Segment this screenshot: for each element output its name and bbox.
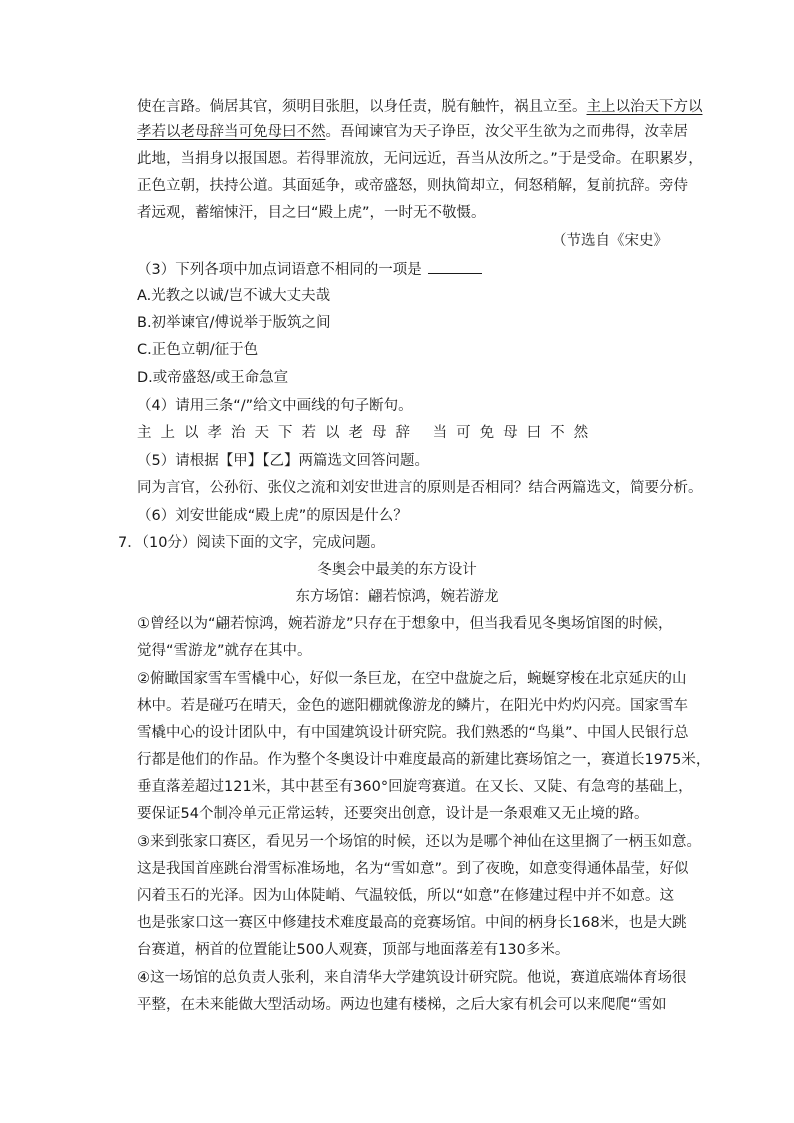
passage-text: 使在言路。倘居其官，须明目张胆，以身任责，脱有触忤，祸且立至。 [137,99,587,115]
paragraph-2-line-6: 要保证54个制冷单元正常运转，还要突出创意，设计是一条艰难又无止境的路。 [137,806,649,822]
paragraph-3-line-2: 这是我国首座跳台滑雪标准场地，名为“雪如意”。到了夜晚，如意变得通体晶莹，好似 [137,861,689,877]
paragraph-1-line-2: 觉得“雪游龙”就存在其中。 [137,643,312,659]
paragraph-3-line-1: ③来到张家口赛区，看见另一个场馆的时候，还以为是哪个神仙在这里搁了一柄玉如意。 [137,834,701,850]
paragraph-4-line-1: ④这一场馆的总负责人张利，来自清华大学建筑设计研究院。他说，赛道底端体育场很 [137,970,687,986]
question-6-stem: （6）刘安世能成“殿上虎”的原因是什么？ [137,508,408,524]
passage-line-1 [137,97,703,117]
question-3-stem [137,259,677,280]
question-7-stem: 7．（10分）阅读下面的文字，完成问题。 [118,535,385,551]
question-3-option-d: D.或帝盛怒/或王命急宣 [137,370,289,386]
underlined-sentence-part-1: 主上以治天下方以 [586,99,703,115]
paragraph-2-line-3: 雪橇中心的设计团队中，有中国建筑设计研究院。我们熟悉的“鸟巢”、中国人民银行总 [137,725,689,741]
article-title: 冬奥会中最美的东方设计 [317,562,477,578]
paragraph-3-line-5: 台赛道，柄首的位置能让500人观赛，顶部与地面落差有130多米。 [137,942,570,958]
passage-line-4: 正色立朝，扶持公道。其面延争，或帝盛怒，则执简却立，伺怒稍解，复前抗辞。旁侍 [137,178,688,194]
question-4-stem: （4）请用三条“/”给文中画线的句子断句。 [137,398,413,414]
paragraph-2-line-4: 行都是他们的作品。作为整个冬奥设计中难度最高的新建比赛场馆之一，赛道长1975米， [137,752,711,768]
question-5-stem: （5）请根据【甲】【乙】两篇选文回答问题。 [137,453,429,469]
passage-line-3: 此地，当捐身以报国恩。若得罪流放，无问远近，吾当从汝所之。”于是受命。在职累岁， [137,151,703,167]
passage-text: 。吾闻谏官为天子诤臣，汝父平生欲为之而弗得，汝幸居 [325,124,688,140]
question-5-text: 同为言官，公孙衍、张仪之流和刘安世进言的原则是否相同？结合两篇选文，简要分析。 [137,480,703,496]
paragraph-2-line-2: 林中。若是碰巧在晴天，金色的遮阳棚就像游龙的鳞片，在阳光中灼灼闪亮。国家雪车 [137,698,688,714]
passage-line-5: 者远观，蓄缩悚汗，目之曰“殿上虎”，一时无不敬慑。 [137,205,486,221]
paragraph-1-line-1: ①曾经以为“翩若惊鸿，婉若游龙”只存在于想象中，但当我看见冬奥场馆图的时候， [137,616,673,632]
underlined-sentence-part-2: 孝若以老母辞当可免母曰不然 [137,124,326,140]
paragraph-3-line-4: 也是张家口这一赛区中修建技术难度最高的竞赛场馆。中间的柄身长168米，也是大跳 [137,915,687,931]
answer-blank[interactable] [428,259,482,274]
paragraph-4-line-2: 平整，在未来能做大型活动场。两边也建有楼梯，之后大家有机会可以来爬爬“雪如 [137,997,667,1013]
question-3-option-a: A.光教之以诚/岂不诚大丈夫哉 [137,288,331,304]
question-3-option-c: C.正色立朝/征于色 [137,342,259,358]
paragraph-3-line-3: 闪着玉石的光泽。因为山体陡峭、气温较低，所以“如意”在修建过程中并不如意。这 [137,888,675,904]
source-citation: （节选自《宋史》 [552,233,668,249]
question-3-option-b: B.初举谏官/傅说举于版筑之间 [137,315,331,331]
paragraph-2-line-5: 垂直落差超过121米，其中甚至有360°回旋弯赛道。在又长、又陡、有急弯的基础上， [137,779,693,795]
question-4-sentence: 主上以孝治天下若以老母辞 当可免母曰不然 [137,425,598,441]
passage-line-2 [137,122,688,142]
article-subtitle: 东方场馆：翩若惊鸿，婉若游龙 [295,589,499,605]
question-3-text: （3）下列各项中加点词语意不相同的一项是 [137,262,422,278]
paragraph-2-line-1: ②俯瞰国家雪车雪橇中心，好似一条巨龙，在空中盘旋之后，蜿蜒穿梭在北京延庆的山 [137,671,687,687]
